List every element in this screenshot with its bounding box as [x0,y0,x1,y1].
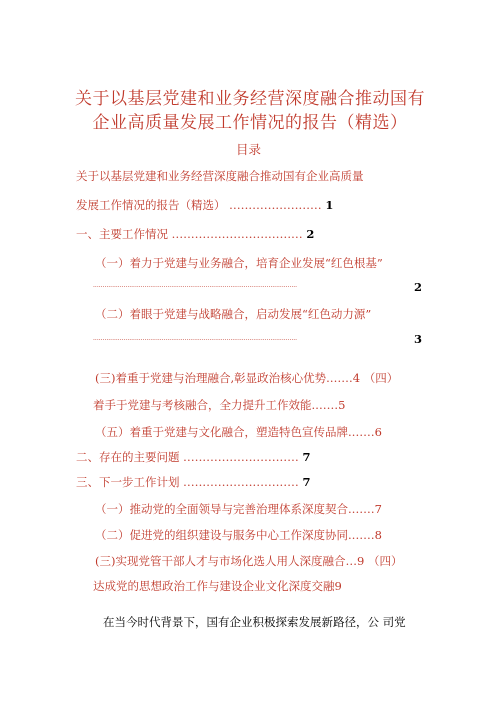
toc-dots: .............................. [183,450,299,464]
toc-entry-section-3[interactable] [76,474,311,490]
toc-entry-0-line-2[interactable] [76,197,333,213]
toc-page-number: 2 [306,227,315,241]
toc-page-number: 3 [414,332,423,346]
toc-entry-0-line-1: 关于以基层党建和业务经营深度融合推动国有企业高质量 [76,169,364,183]
toc-entry-1-1[interactable]: （一）着力于党建与业务融合，培育企业发展“红色根基” [95,256,383,270]
toc-entry-1-2-dots: ........................................................................................................... [93,335,298,342]
toc-entry-3-2[interactable]: （二）促进党的组织建设与服务中心工作深度协同.……8 [95,528,382,542]
title-line-1: 关于以基层党建和业务经营深度融合推动国有 [75,89,425,109]
toc-heading: 目录 [236,142,262,157]
toc-entry-3-1[interactable]: （一）推动党的全面领导与完善治理体系深度契合.……7 [95,502,382,516]
toc-entry-1-3[interactable]: (三)着重于党建与治理融合,彰显政治核心优势.……4 （四） [95,371,399,385]
toc-entry-label: 二、存在的主要问题 [76,450,180,464]
title-line-2: 企业高质量发展工作情况的报告（精选） [92,113,408,133]
toc-dots: ........................ [229,198,322,212]
body-paragraph: 在当今时代背景下，国有企业积极探索发展新路径，公 司党 [103,615,406,629]
toc-entry-label: 三、下一步工作计划 [76,475,180,489]
toc-entry-1-2[interactable]: （二）着眼于党建与战略融合，启动发展“红色动力源” [95,307,372,321]
toc-page-number: 7 [302,475,311,489]
toc-entry-0-label: 发展工作情况的报告（精选） [76,198,226,212]
toc-page-number: 1 [325,198,334,212]
toc-entry-label: 一、主要工作情况 [76,227,168,241]
toc-dots: .................................. [171,227,303,241]
toc-entry-3-4[interactable]: 达成党的思想政治工作与建设企业文化深度交融9 [93,579,342,593]
toc-page-number: 2 [414,280,423,294]
toc-entry-section-2[interactable] [76,449,311,465]
toc-page-number: 7 [302,450,311,464]
toc-entry-1-5[interactable]: （五）着重于党建与文化融合，塑造特色宣传品牌.……6 [95,425,382,439]
toc-dots: .............................. [183,475,299,489]
toc-entry-3-3[interactable]: (三)实现党管干部人才与市场化选人用人深度融合…9 （四） [95,554,403,568]
toc-entry-1-1-dots: ........................................................................................................... [93,282,298,289]
toc-entry-1-4[interactable]: 着手于党建与考核融合，全力提升工作效能.……5 [93,398,346,412]
toc-entry-section-1[interactable] [76,226,314,242]
